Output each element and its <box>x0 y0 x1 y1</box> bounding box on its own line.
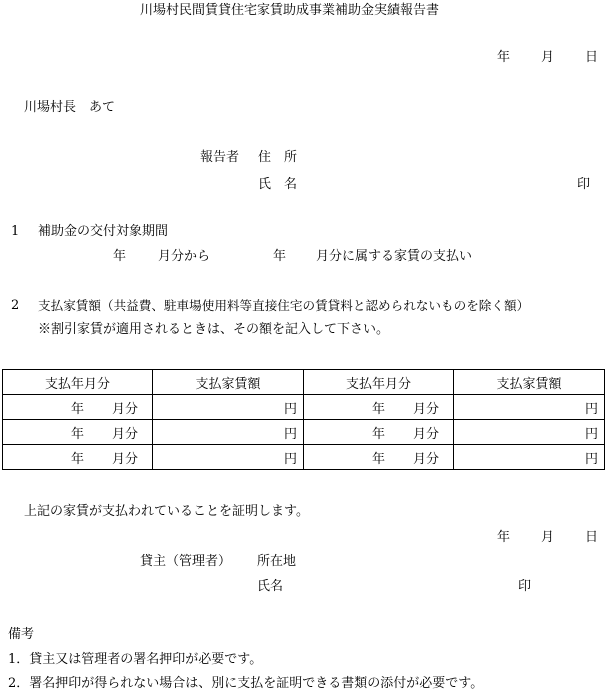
date-day: 日 <box>585 50 599 65</box>
period-end-year: 年 <box>273 249 287 264</box>
payment-month-cell[interactable] <box>3 445 153 470</box>
year-label: 年 <box>71 426 85 442</box>
addressee: 川場村長 あて <box>24 100 116 115</box>
header-rent-amount-2: 支払家賃額 <box>454 370 605 395</box>
landlord-name-label: 氏名 <box>257 579 284 594</box>
landlord-seal: 印 <box>518 579 532 594</box>
rent-amount-cell[interactable] <box>153 395 304 420</box>
reporter-name-label: 氏 名 <box>258 177 298 192</box>
year-label: 年 <box>71 401 85 417</box>
payment-month-cell[interactable] <box>304 445 454 470</box>
header-payment-month-1: 支払年月分 <box>3 370 153 395</box>
table-header-row <box>3 370 605 395</box>
table-row <box>3 445 605 470</box>
month-label: 月分 <box>413 401 440 417</box>
month-label: 月分 <box>112 451 139 467</box>
date-year: 年 <box>497 530 511 545</box>
header-payment-month-2: 支払年月分 <box>304 370 454 395</box>
month-label: 月分 <box>112 426 139 442</box>
yen-label: 円 <box>584 451 598 467</box>
rent-amount-cell[interactable] <box>153 445 304 470</box>
year-label: 年 <box>71 451 85 467</box>
rent-amount-cell[interactable] <box>454 420 605 445</box>
remarks-heading: 備考 <box>8 627 35 642</box>
payment-month-cell[interactable] <box>3 395 153 420</box>
header-rent-amount-1: 支払家賃額 <box>153 370 304 395</box>
landlord-label: 貸主（管理者） <box>140 554 232 569</box>
table-row <box>3 420 605 445</box>
remarks-item-1: 1．貸主又は管理者の署名押印が必要です。 <box>8 652 263 667</box>
landlord-location-label: 所在地 <box>257 554 297 569</box>
payment-month-cell[interactable] <box>304 420 454 445</box>
section-2-heading: 支払家賃額（共益費、駐車場使用料等直接住宅の賃貸料と認められないものを除く額） <box>38 298 530 313</box>
date-month: 月 <box>541 50 555 65</box>
period-start-month: 月分から <box>158 249 211 264</box>
month-label: 月分 <box>413 451 440 467</box>
yen-label: 円 <box>283 426 297 442</box>
section-1-heading: 補助金の交付対象期間 <box>38 224 169 239</box>
table-row <box>3 395 605 420</box>
yen-label: 円 <box>584 426 598 442</box>
rent-amount-cell[interactable] <box>454 395 605 420</box>
period-end-month: 月分に属する家賃の支払い <box>316 249 473 264</box>
date-year: 年 <box>497 50 511 65</box>
payment-month-cell[interactable] <box>3 420 153 445</box>
year-label: 年 <box>372 426 386 442</box>
period-start-year: 年 <box>113 249 127 264</box>
certification-text: 上記の家賃が支払われていることを証明します。 <box>24 504 309 519</box>
payment-month-cell[interactable] <box>304 395 454 420</box>
date-month: 月 <box>541 530 555 545</box>
year-label: 年 <box>372 451 386 467</box>
section-2-note: ※割引家賃が適用されるときは、その額を記入して下さい。 <box>38 322 390 337</box>
page-title: 川場村民間賃貸住宅家賃助成事業補助金実績報告書 <box>140 3 440 18</box>
rent-table <box>2 369 605 470</box>
yen-label: 円 <box>584 401 598 417</box>
rent-amount-cell[interactable] <box>454 445 605 470</box>
month-label: 月分 <box>413 426 440 442</box>
reporter-address-label: 住 所 <box>258 150 298 165</box>
month-label: 月分 <box>112 401 139 417</box>
remarks-item-2: 2．署名押印が得られない場合は、別に支払を証明できる書類の添付が必要です。 <box>8 676 484 691</box>
reporter-seal: 印 <box>577 177 591 192</box>
reporter-label: 報告者 <box>200 150 240 165</box>
section-1-number: 1 <box>11 224 20 239</box>
date-day: 日 <box>585 530 599 545</box>
rent-amount-cell[interactable] <box>153 420 304 445</box>
yen-label: 円 <box>283 451 297 467</box>
year-label: 年 <box>372 401 386 417</box>
yen-label: 円 <box>283 401 297 417</box>
section-2-number: 2 <box>11 298 20 313</box>
